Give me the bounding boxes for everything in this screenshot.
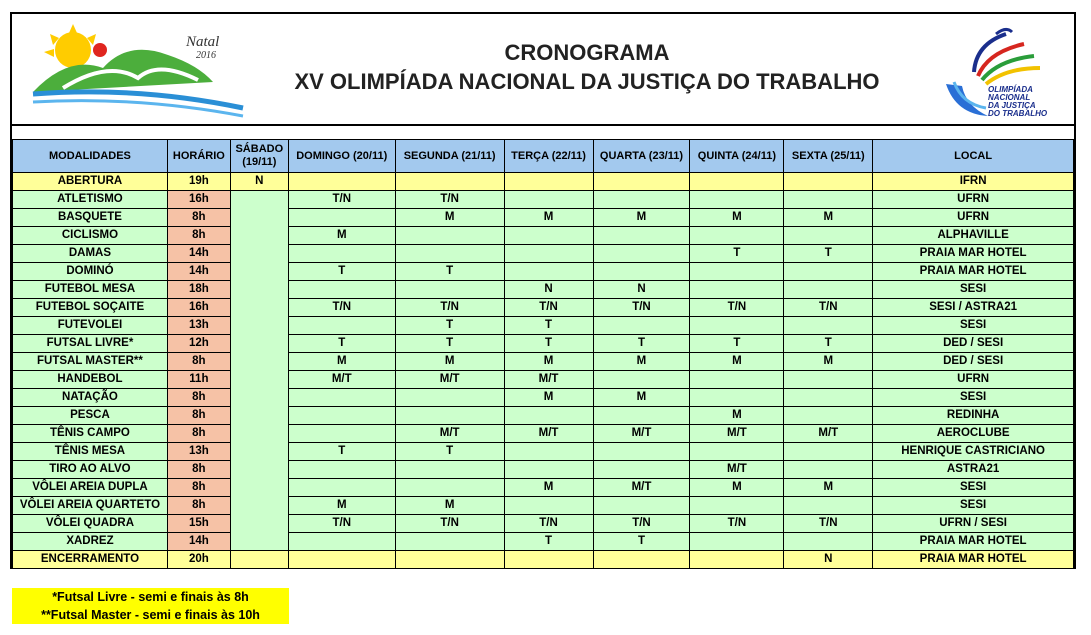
cell-local: UFRN [873, 371, 1074, 389]
cell-local: UFRN / SESI [873, 515, 1074, 533]
page-title: CRONOGRAMA [504, 40, 670, 65]
cell-sexta [784, 461, 873, 479]
cell-terca [504, 551, 593, 569]
cell-local: REDINHA [873, 407, 1074, 425]
cell-quinta [690, 443, 784, 461]
cell-segunda [395, 245, 504, 263]
cell-horario: 15h [167, 515, 230, 533]
cell-quinta: T/N [690, 299, 784, 317]
cell-terca [504, 407, 593, 425]
cell-domingo [288, 317, 395, 335]
cell-sexta [784, 317, 873, 335]
cell-local: SESI [873, 317, 1074, 335]
cell-domingo [288, 245, 395, 263]
cell-domingo: T [288, 263, 395, 281]
cell-terca [504, 173, 593, 191]
cell-quarta [593, 227, 690, 245]
schedule-sheet [10, 12, 1076, 569]
cell-modalidade: ATLETISMO [13, 191, 168, 209]
cell-horario: 8h [167, 407, 230, 425]
cell-horario: 8h [167, 497, 230, 515]
cell-terca: T/N [504, 299, 593, 317]
cell-domingo: M/T [288, 371, 395, 389]
cell-quarta [593, 407, 690, 425]
cell-segunda: T [395, 263, 504, 281]
cell-local: ALPHAVILLE [873, 227, 1074, 245]
cell-domingo [288, 173, 395, 191]
cell-quarta: N [593, 281, 690, 299]
cell-segunda: T [395, 335, 504, 353]
logo-line-2: NACIONAL [988, 93, 1031, 102]
cell-terca: T [504, 335, 593, 353]
natal-2016-logo [28, 20, 248, 120]
cell-segunda [395, 227, 504, 245]
cell-quarta: M [593, 389, 690, 407]
cell-segunda: T [395, 443, 504, 461]
column-header-domingo: DOMINGO (20/11) [288, 140, 395, 173]
title-block [252, 14, 922, 124]
logo-line-1: OLIMPÍADA [988, 85, 1033, 94]
table-row [13, 353, 1074, 371]
table-row [13, 425, 1074, 443]
cell-modalidade: PESCA [13, 407, 168, 425]
page-header [12, 14, 1074, 126]
table-row [13, 515, 1074, 533]
table-row [13, 335, 1074, 353]
table-row [13, 245, 1074, 263]
cell-sexta: M [784, 479, 873, 497]
cell-local: IFRN [873, 173, 1074, 191]
cell-quinta [690, 263, 784, 281]
column-header-sexta: SEXTA (25/11) [784, 140, 873, 173]
cell-quarta [593, 191, 690, 209]
cell-quinta [690, 173, 784, 191]
cell-local: PRAIA MAR HOTEL [873, 263, 1074, 281]
cell-quarta [593, 371, 690, 389]
header-spacer [12, 124, 1074, 140]
cell-sexta [784, 281, 873, 299]
cell-segunda [395, 461, 504, 479]
cell-modalidade: FUTEBOL MESA [13, 281, 168, 299]
cell-sexta [784, 263, 873, 281]
table-row [13, 209, 1074, 227]
cell-domingo [288, 551, 395, 569]
cell-local: UFRN [873, 191, 1074, 209]
cell-segunda: M [395, 209, 504, 227]
cell-quinta [690, 389, 784, 407]
cell-quinta [690, 191, 784, 209]
table-header-row [13, 140, 1074, 173]
cell-horario: 14h [167, 263, 230, 281]
cell-quinta [690, 533, 784, 551]
cell-domingo [288, 479, 395, 497]
footnote-futsal-master: **Futsal Master - semi e finais às 10h [41, 608, 260, 622]
cell-quinta [690, 317, 784, 335]
column-header-modalidades: MODALIDADES [13, 140, 168, 173]
cell-terca [504, 263, 593, 281]
cell-terca: T [504, 317, 593, 335]
cell-segunda: T [395, 317, 504, 335]
cell-quinta [690, 497, 784, 515]
table-row [13, 461, 1074, 479]
column-header-quinta: QUINTA (24/11) [690, 140, 784, 173]
cell-segunda: T/N [395, 299, 504, 317]
cell-domingo [288, 209, 395, 227]
cell-quarta: T [593, 335, 690, 353]
cell-quarta: T [593, 533, 690, 551]
cell-sexta: T/N [784, 515, 873, 533]
cell-sexta [784, 371, 873, 389]
column-header-segunda: SEGUNDA (21/11) [395, 140, 504, 173]
table-row [13, 173, 1074, 191]
cell-local: SESI [873, 497, 1074, 515]
cell-horario: 19h [167, 173, 230, 191]
cell-quarta [593, 245, 690, 263]
cell-sabado: N [230, 173, 288, 191]
table-row [13, 299, 1074, 317]
cell-quinta: M/T [690, 425, 784, 443]
cell-quarta [593, 461, 690, 479]
cell-domingo: T/N [288, 191, 395, 209]
cell-sexta: M [784, 353, 873, 371]
cell-quinta [690, 551, 784, 569]
cell-domingo [288, 425, 395, 443]
cell-quarta: M/T [593, 425, 690, 443]
cell-segunda: M/T [395, 425, 504, 443]
cell-quarta [593, 497, 690, 515]
cell-segunda [395, 173, 504, 191]
table-row [13, 533, 1074, 551]
column-header-quarta: QUARTA (23/11) [593, 140, 690, 173]
cell-sexta [784, 497, 873, 515]
cell-local: SESI [873, 479, 1074, 497]
table-row [13, 497, 1074, 515]
cell-sexta [784, 533, 873, 551]
logo-city-text: Natal [186, 34, 220, 50]
cell-terca: M/T [504, 371, 593, 389]
table-row [13, 191, 1074, 209]
table-row [13, 551, 1074, 569]
cell-modalidade: HANDEBOL [13, 371, 168, 389]
table-row [13, 407, 1074, 425]
cell-quinta: M/T [690, 461, 784, 479]
cell-horario: 8h [167, 461, 230, 479]
cell-modalidade: TIRO AO ALVO [13, 461, 168, 479]
cell-sexta [784, 227, 873, 245]
cell-sexta: T/N [784, 299, 873, 317]
cell-domingo: M [288, 353, 395, 371]
cell-segunda: T/N [395, 515, 504, 533]
cell-horario: 8h [167, 389, 230, 407]
cell-quinta: M [690, 353, 784, 371]
cell-sabado [230, 191, 288, 551]
cell-sexta: N [784, 551, 873, 569]
cell-horario: 14h [167, 533, 230, 551]
cell-modalidade: DOMINÓ [13, 263, 168, 281]
cell-quarta [593, 443, 690, 461]
cell-domingo: T/N [288, 299, 395, 317]
cell-segunda: M [395, 353, 504, 371]
cell-modalidade: BASQUETE [13, 209, 168, 227]
cell-terca: M [504, 389, 593, 407]
cell-horario: 16h [167, 299, 230, 317]
cell-horario: 8h [167, 425, 230, 443]
cell-horario: 13h [167, 317, 230, 335]
cell-segunda [395, 533, 504, 551]
cell-quinta [690, 227, 784, 245]
cell-quinta [690, 371, 784, 389]
cell-domingo: T [288, 443, 395, 461]
cell-domingo: T/N [288, 515, 395, 533]
column-header-horario: HORÁRIO [167, 140, 230, 173]
cell-terca [504, 191, 593, 209]
cell-sexta [784, 407, 873, 425]
cell-modalidade: NATAÇÃO [13, 389, 168, 407]
cell-domingo [288, 281, 395, 299]
olimpiada-logo [926, 24, 1056, 120]
cell-domingo: M [288, 497, 395, 515]
cell-sexta: T [784, 245, 873, 263]
cell-quinta: T [690, 245, 784, 263]
cell-sexta: T [784, 335, 873, 353]
cell-segunda [395, 389, 504, 407]
cell-horario: 18h [167, 281, 230, 299]
cell-local: SESI [873, 389, 1074, 407]
cell-horario: 8h [167, 479, 230, 497]
cell-modalidade: VÔLEI AREIA QUARTETO [13, 497, 168, 515]
cell-horario: 8h [167, 227, 230, 245]
column-header-sabado-text: SÁBADO (19/11) [235, 143, 284, 168]
table-row [13, 227, 1074, 245]
cell-segunda [395, 281, 504, 299]
cell-terca [504, 245, 593, 263]
schedule-table [12, 139, 1074, 569]
cell-terca: M [504, 353, 593, 371]
cell-modalidade: FUTSAL MASTER** [13, 353, 168, 371]
cell-local: HENRIQUE CASTRICIANO [873, 443, 1074, 461]
cell-sabado [230, 551, 288, 569]
cell-local: DED / SESI [873, 353, 1074, 371]
cell-terca: N [504, 281, 593, 299]
cell-quinta: M [690, 407, 784, 425]
cell-quarta: T/N [593, 515, 690, 533]
cell-sexta [784, 389, 873, 407]
cell-quinta: M [690, 479, 784, 497]
cell-quinta: T [690, 335, 784, 353]
column-header-sabado [230, 140, 288, 173]
cell-horario: 12h [167, 335, 230, 353]
cell-terca [504, 443, 593, 461]
table-row [13, 443, 1074, 461]
cell-local: DED / SESI [873, 335, 1074, 353]
cell-domingo [288, 407, 395, 425]
cell-local: PRAIA MAR HOTEL [873, 533, 1074, 551]
cell-sexta [784, 443, 873, 461]
cell-domingo [288, 461, 395, 479]
table-row [13, 389, 1074, 407]
cell-quinta [690, 281, 784, 299]
cell-quarta: M [593, 353, 690, 371]
cell-local: PRAIA MAR HOTEL [873, 245, 1074, 263]
cell-modalidade: FUTEVOLEI [13, 317, 168, 335]
cell-domingo [288, 389, 395, 407]
cell-local: PRAIA MAR HOTEL [873, 551, 1074, 569]
column-header-terca: TERÇA (22/11) [504, 140, 593, 173]
cell-terca: M [504, 479, 593, 497]
cell-quarta [593, 317, 690, 335]
cell-segunda [395, 407, 504, 425]
cell-local: ASTRA21 [873, 461, 1074, 479]
cell-quarta [593, 263, 690, 281]
column-header-local: LOCAL [873, 140, 1074, 173]
cell-sexta: M [784, 209, 873, 227]
cell-local: UFRN [873, 209, 1074, 227]
logo-line-3: DA JUSTIÇA [988, 101, 1036, 110]
footnote-futsal-livre: *Futsal Livre - semi e finais às 8h [52, 590, 249, 604]
cell-quarta [593, 551, 690, 569]
page-subtitle: XV OLIMPÍADA NACIONAL DA JUSTIÇA DO TRABALHO [294, 69, 880, 94]
cell-horario: 20h [167, 551, 230, 569]
cell-segunda: M/T [395, 371, 504, 389]
cell-horario: 13h [167, 443, 230, 461]
cell-segunda [395, 479, 504, 497]
cell-local: AEROCLUBE [873, 425, 1074, 443]
table-body [13, 173, 1074, 569]
cell-domingo: T [288, 335, 395, 353]
table-row [13, 317, 1074, 335]
cell-horario: 11h [167, 371, 230, 389]
cell-sexta [784, 173, 873, 191]
logo-year-text: 2016 [196, 50, 216, 61]
cell-modalidade: CICLISMO [13, 227, 168, 245]
cell-terca [504, 497, 593, 515]
cell-terca: T [504, 533, 593, 551]
cell-modalidade: XADREZ [13, 533, 168, 551]
table-row [13, 263, 1074, 281]
cell-quarta [593, 173, 690, 191]
cell-modalidade: VÔLEI AREIA DUPLA [13, 479, 168, 497]
logo-line-4: DO TRABALHO [988, 109, 1048, 118]
cell-modalidade: FUTEBOL SOÇAITE [13, 299, 168, 317]
cell-terca [504, 227, 593, 245]
cell-segunda: T/N [395, 191, 504, 209]
cell-horario: 8h [167, 209, 230, 227]
cell-terca: M/T [504, 425, 593, 443]
footnotes [12, 588, 289, 624]
cell-domingo [288, 533, 395, 551]
cell-modalidade: VÔLEI QUADRA [13, 515, 168, 533]
cell-sexta: M/T [784, 425, 873, 443]
table-row [13, 479, 1074, 497]
cell-sexta [784, 191, 873, 209]
cell-horario: 14h [167, 245, 230, 263]
cell-horario: 8h [167, 353, 230, 371]
cell-terca: M [504, 209, 593, 227]
cell-terca: T/N [504, 515, 593, 533]
cell-modalidade: ABERTURA [13, 173, 168, 191]
cell-modalidade: FUTSAL LIVRE* [13, 335, 168, 353]
cell-horario: 16h [167, 191, 230, 209]
cell-modalidade: ENCERRAMENTO [13, 551, 168, 569]
cell-quarta: M [593, 209, 690, 227]
table-row [13, 371, 1074, 389]
cell-domingo: M [288, 227, 395, 245]
cell-quinta: T/N [690, 515, 784, 533]
cell-terca [504, 461, 593, 479]
cell-modalidade: DAMAS [13, 245, 168, 263]
cell-modalidade: TÊNIS CAMPO [13, 425, 168, 443]
cell-quinta: M [690, 209, 784, 227]
table-row [13, 281, 1074, 299]
cell-segunda [395, 551, 504, 569]
cell-local: SESI [873, 281, 1074, 299]
cell-segunda: M [395, 497, 504, 515]
cell-modalidade: TÊNIS MESA [13, 443, 168, 461]
cell-quarta: M/T [593, 479, 690, 497]
cell-local: SESI / ASTRA21 [873, 299, 1074, 317]
cell-quarta: T/N [593, 299, 690, 317]
